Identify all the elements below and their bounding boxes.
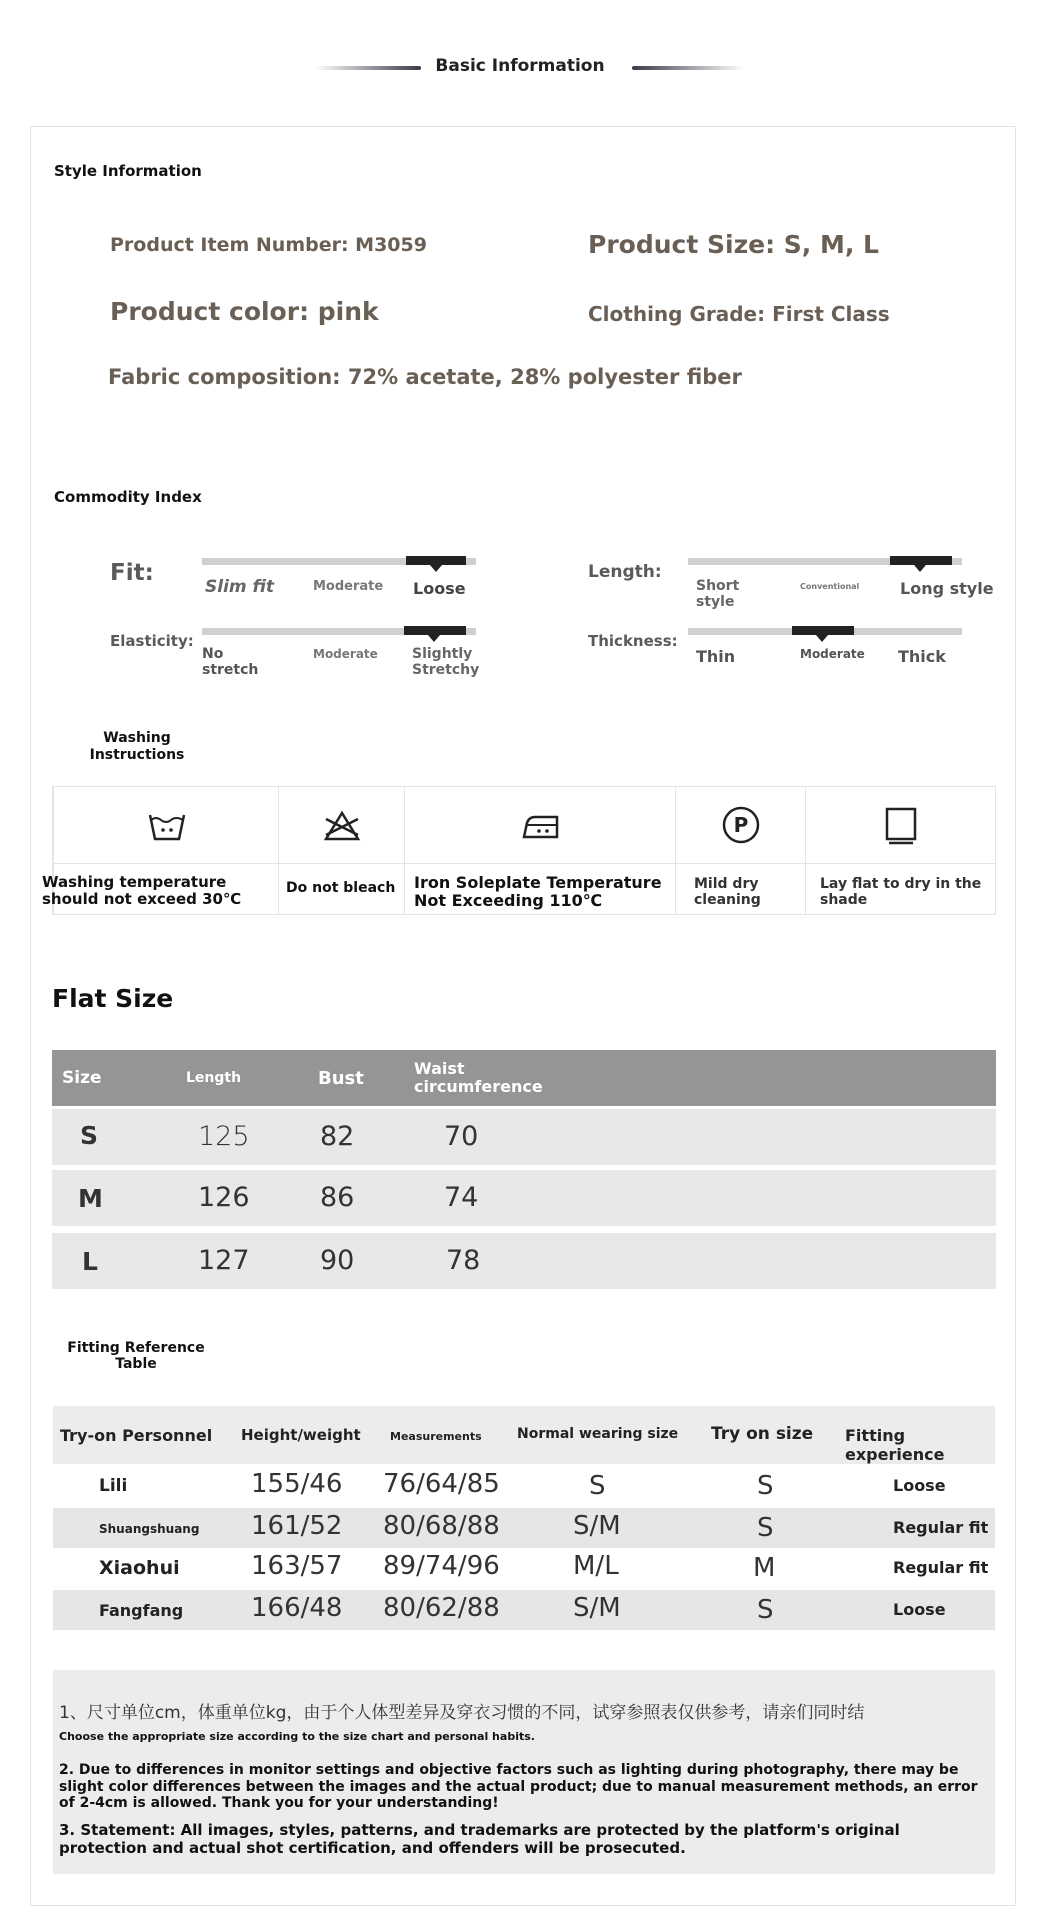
- flat-size-header-waist: Waist circumference: [414, 1059, 543, 1096]
- washing-text-wash: Washing temperature should not exceed 30℃: [42, 873, 242, 909]
- washing-title: Washing Instructions: [89, 730, 185, 763]
- flat-size-header-bust: Bust: [318, 1068, 364, 1089]
- note-line1-en: Choose the appropriate size according to the size chart and personal habits.: [59, 1730, 535, 1743]
- thickness-option-moderate: Moderate: [800, 647, 865, 661]
- flat-size-row: [52, 1109, 996, 1165]
- fitting-header-measurements: Measurements: [390, 1430, 482, 1443]
- thickness-option-thin: Thin: [696, 647, 736, 666]
- fitting-cell-experience: Loose: [893, 1600, 946, 1619]
- fit-marker-pointer: [430, 565, 442, 572]
- dry-clean-p-icon: [719, 803, 763, 847]
- fitting-header: [53, 1406, 995, 1464]
- fabric-composition: Fabric composition: 72% acetate, 28% polyester fiber: [108, 365, 742, 389]
- fitting-header-experience: Fitting experience: [845, 1426, 945, 1464]
- fit-option-moderate: Moderate: [313, 579, 384, 594]
- fitting-cell-height: 155/46: [251, 1469, 343, 1499]
- wash-tub-30-icon: [145, 803, 189, 847]
- fit-option-loose: Loose: [413, 579, 466, 598]
- flat-size-cell-size: M: [78, 1184, 103, 1213]
- elasticity-scale: [202, 628, 476, 635]
- flat-dry-shade-icon: [879, 803, 923, 847]
- fitting-row: [53, 1548, 995, 1588]
- fitting-cell-height: 166/48: [251, 1593, 343, 1623]
- thickness-marker: [792, 626, 854, 635]
- washing-text-dryclean: Mild dry cleaning: [694, 876, 761, 909]
- fitting-header-height: Height/weight: [241, 1426, 361, 1444]
- flat-size-cell-bust: 86: [320, 1182, 355, 1213]
- flat-size-cell-waist: 70: [444, 1121, 479, 1152]
- fitting-cell-normal-size: M/L: [573, 1551, 619, 1581]
- thickness-scale: [688, 628, 962, 635]
- svg-text:P: P: [733, 813, 749, 837]
- fitting-cell-measurements: 89/74/96: [383, 1551, 500, 1581]
- flat-size-row: [52, 1170, 996, 1226]
- flat-size-header-size: Size: [62, 1068, 102, 1088]
- fitting-cell-tryon-size: S: [757, 1471, 774, 1501]
- fit-marker: [406, 556, 466, 565]
- header-right-rule: [632, 66, 744, 70]
- fitting-header-tryon-size: Try on size: [711, 1424, 814, 1444]
- thickness-marker-pointer: [816, 635, 828, 642]
- fitting-cell-experience: Loose: [893, 1476, 946, 1495]
- length-option-conventional: Conventional: [800, 582, 860, 591]
- flat-size-header: [52, 1050, 996, 1106]
- fitting-cell-measurements: 80/68/88: [383, 1511, 500, 1541]
- note-line2: 2. Due to differences in monitor settings and objective factors such as lighting during photography, there may be slight color differences between the images and the actual product; due to manual measurement methods, an error of 2-4cm is allowed. Thank you for your understanding!: [59, 1762, 978, 1812]
- clothing-grade: Clothing Grade: First Class: [588, 302, 890, 326]
- washing-text-iron: Iron Soleplate Temperature Not Exceeding 110℃: [414, 873, 662, 911]
- style-info-title: Style Information: [54, 162, 202, 180]
- elasticity-label: Elasticity:: [110, 632, 194, 650]
- fitting-cell-normal-size: S/M: [573, 1593, 621, 1623]
- thickness-option-thick: Thick: [898, 647, 946, 666]
- flat-size-cell-bust: 90: [320, 1245, 355, 1276]
- elasticity-option-slight: Slightly Stretchy: [412, 646, 480, 679]
- fitting-cell-measurements: 76/64/85: [383, 1469, 500, 1499]
- notes-box: [53, 1670, 995, 1874]
- length-option-long: Long style: [900, 579, 994, 598]
- fitting-cell-measurements: 80/62/88: [383, 1593, 500, 1623]
- flat-size-cell-waist: 74: [444, 1182, 479, 1213]
- flat-size-row: [52, 1233, 996, 1289]
- elasticity-marker: [404, 626, 466, 635]
- fitting-cell-tryon-size: M: [753, 1553, 776, 1583]
- fitting-cell-normal-size: S: [589, 1471, 606, 1501]
- flat-size-header-length: Length: [186, 1070, 242, 1086]
- length-option-short: Short style: [696, 578, 740, 611]
- fitting-header-personnel: Try-on Personnel: [60, 1426, 213, 1445]
- fitting-cell-tryon-size: S: [757, 1513, 774, 1543]
- fit-label: Fit:: [110, 560, 154, 586]
- length-marker: [890, 556, 952, 565]
- elasticity-option-moderate: Moderate: [313, 647, 378, 661]
- flat-size-cell-length: 127: [198, 1245, 250, 1276]
- flat-size-cell-bust: 82: [320, 1121, 355, 1152]
- fitting-cell-name: Lili: [99, 1476, 128, 1496]
- iron-icon: [519, 803, 563, 847]
- note-line1-cn: 1、尺寸单位cm，体重单位kg，由于个人体型差异及穿衣习惯的不同，试穿参照表仅供参考，请亲们同时结: [59, 1703, 865, 1723]
- fitting-cell-experience: Regular fit: [893, 1518, 989, 1537]
- fitting-cell-normal-size: S/M: [573, 1511, 621, 1541]
- flat-size-title: Flat Size: [52, 984, 174, 1013]
- elasticity-option-none: No stretch: [202, 646, 259, 679]
- elasticity-marker-pointer: [428, 635, 440, 642]
- commodity-index-title: Commodity Index: [54, 488, 202, 506]
- length-scale: [688, 558, 962, 565]
- fit-option-slim: Slim fit: [205, 577, 275, 597]
- flat-size-cell-length: 126: [198, 1182, 250, 1213]
- fitting-row: [53, 1466, 995, 1506]
- flat-size-cell-size: S: [80, 1121, 99, 1150]
- flat-size-cell-waist: 78: [446, 1245, 481, 1276]
- fitting-title: Fitting Reference Table: [67, 1340, 205, 1373]
- fitting-cell-name: Xiaohui: [99, 1557, 180, 1579]
- fitting-cell-name: Fangfang: [99, 1601, 184, 1620]
- length-marker-pointer: [914, 565, 926, 572]
- fitting-cell-height: 163/57: [251, 1551, 343, 1581]
- fitting-cell-experience: Regular fit: [893, 1558, 989, 1577]
- washing-text-bleach: Do not bleach: [286, 880, 396, 896]
- product-size: Product Size: S, M, L: [588, 230, 879, 259]
- thickness-label: Thickness:: [588, 632, 678, 650]
- length-label: Length:: [588, 562, 662, 582]
- content-frame: [30, 126, 1016, 1906]
- fitting-cell-tryon-size: S: [757, 1595, 774, 1625]
- fit-scale: [202, 558, 476, 565]
- product-color: Product color: pink: [110, 297, 379, 326]
- washing-text-flatdry: Lay flat to dry in the shade: [820, 876, 982, 909]
- note-line3: 3. Statement: All images, styles, patterns, and trademarks are protected by the platform's original protection and actual shot certification, and offenders will be prosecuted.: [59, 1821, 900, 1857]
- page-title: Basic Information: [435, 56, 605, 76]
- fitting-row: [53, 1590, 995, 1630]
- fitting-row: [53, 1508, 995, 1548]
- fitting-header-normal-size: Normal wearing size: [517, 1426, 679, 1442]
- do-not-bleach-icon: [320, 803, 364, 847]
- item-number: Product Item Number: M3059: [110, 234, 427, 256]
- fitting-cell-name: Shuangshuang: [99, 1522, 200, 1536]
- flat-size-cell-size: L: [82, 1247, 98, 1276]
- fitting-cell-height: 161/52: [251, 1511, 343, 1541]
- flat-size-cell-length: 125: [198, 1121, 250, 1152]
